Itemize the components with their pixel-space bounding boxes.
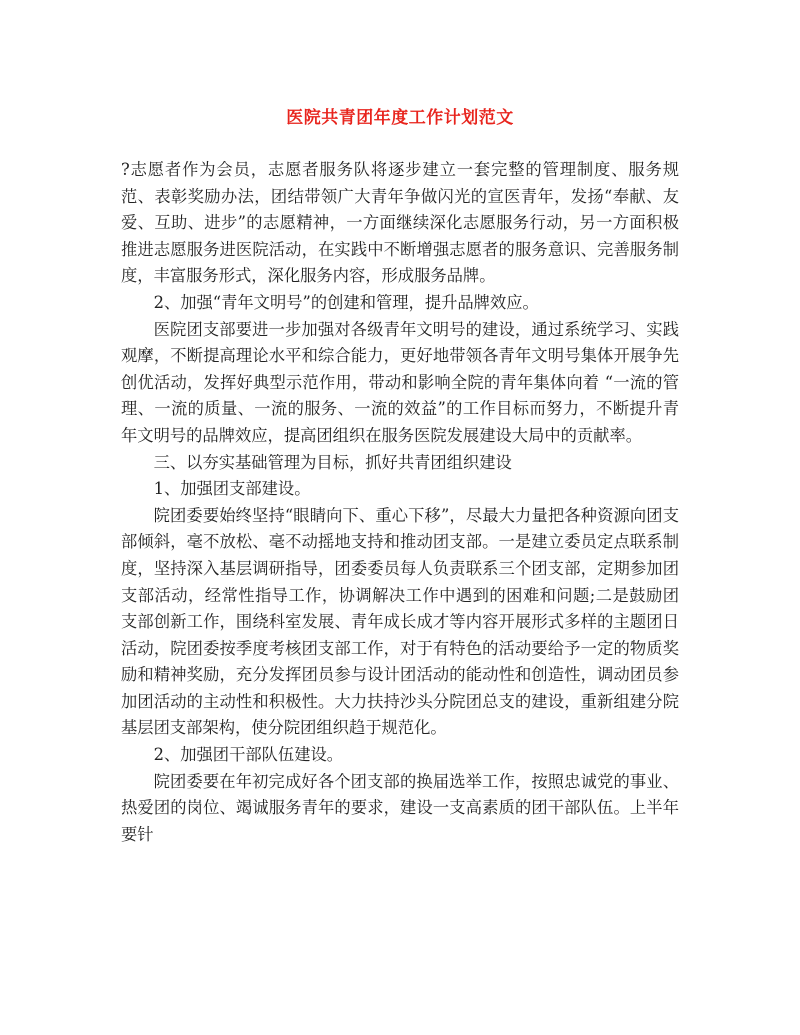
- section-heading: 三、以夯实基础管理为目标，抓好共青团组织建设: [153, 452, 512, 472]
- paragraph: 院团委要在年初完成好各个团支部的换届选举工作，按照忠诚党的事业、热爱团的岗位、竭诚服务青年的要求，建设一支高素质的团干部队伍。上半年要针: [121, 771, 679, 844]
- document-title: 医院共青团年度工作计划范文: [286, 108, 514, 128]
- paragraph: 2、加强“青年文明号”的创建和管理，提升品牌效应。: [153, 292, 539, 312]
- subsection-heading: 2、加强团干部队伍建设。: [153, 745, 344, 765]
- paragraph: ?志愿者作为会员，志愿者服务队将逐步建立一套完整的管理制度、服务规范、表彰奖励办法，团结带领广大青年争做闪光的宣医青年，发扬“奉献、友爱、互助、进步”的志愿精神，一方面继续深化志愿服务行动，另一方面积极推进志愿服务进医院活动，在实践中不断增强志愿者的服务意识、完善服务制度，丰富服务形式，深化服务内容，形成服务品牌。: [121, 160, 679, 286]
- document-body: [121, 157, 679, 848]
- subsection-heading: 1、加强团支部建设。: [153, 479, 311, 499]
- paragraph: 院团委要始终坚持“眼睛向下、重心下移”，尽最大力量把各种资源向团支部倾斜，毫不放松、毫不动摇地支持和推动团支部。一是建立委员定点联系制度，坚持深入基层调研指导，团委委员每人负责联系三个团支部，定期参加团支部活动，经常性指导工作，协调解决工作中遇到的困难和问题;二是鼓励团支部创新工作，围绕科室发展、青年成长成才等内容开展形式多样的主题团日活动，院团委按季度考核团支部工作，对于有特色的活动要给予一定的物质奖励和精神奖励，充分发挥团员参与设计团活动的能动性和创造性，调动团员参加团活动的主动性和积极性。大力扶持沙头分院团总支的建设，重新组建分院基层团支部架构，使分院团组织趋于规范化。: [121, 505, 679, 738]
- paragraph: 医院团支部要进一步加强对各级青年文明号的建设，通过系统学习、实践观摩，不断提高理论水平和综合能力，更好地带领各青年文明号集体开展争先创优活动，发挥好典型示范作用，带动和影响全院的青年集体向着 “一流的管理、一流的质量、一流的服务、一流的效益”的工作目标而努力，不断提升青年文明号的品牌效应，提高团组织在服务医院发展建设大局中的贡献率。: [121, 319, 679, 445]
